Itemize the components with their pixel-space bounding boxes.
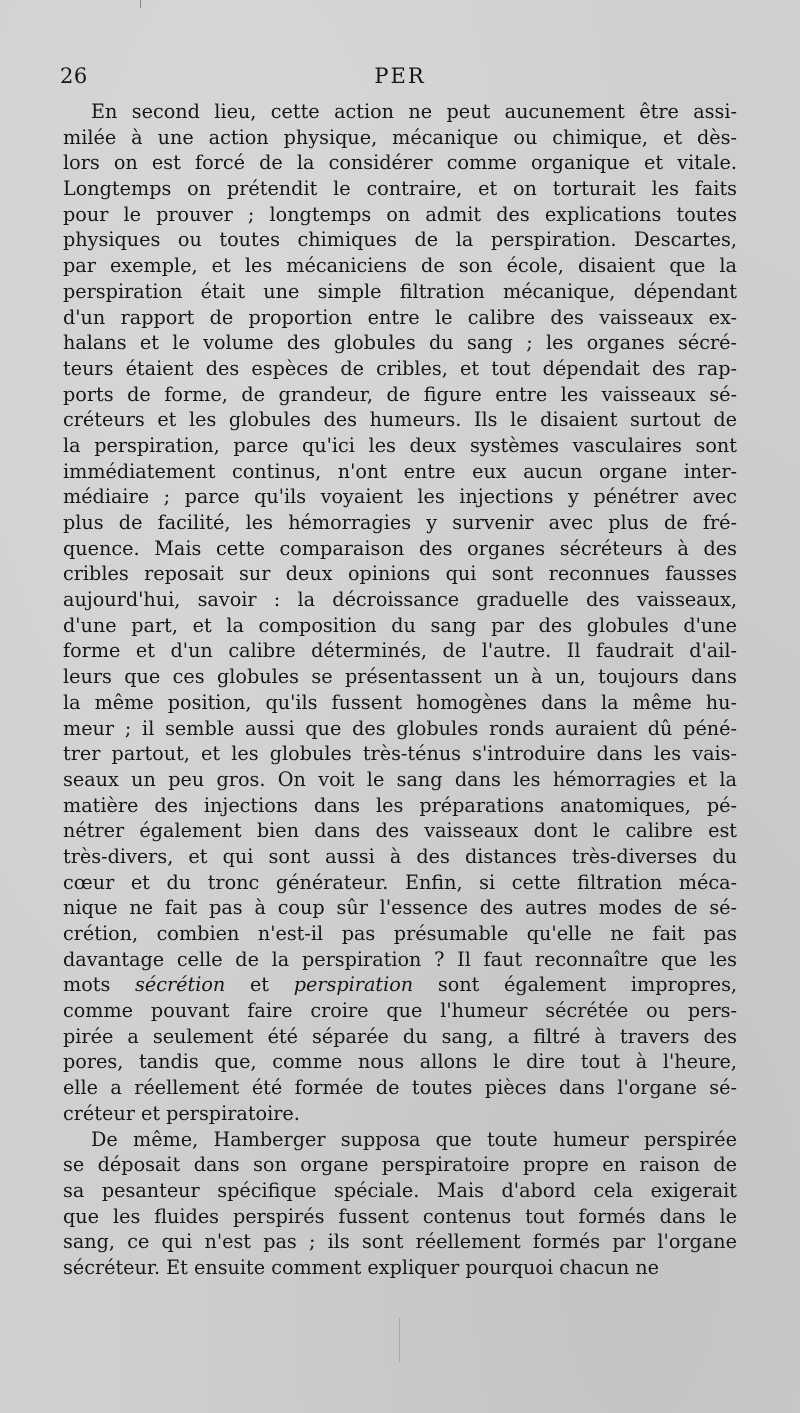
- page-header: [60, 64, 740, 94]
- text-line: ports de forme, de grandeur, de figure entre les vaisseaux sé-: [63, 382, 737, 406]
- text-line: sécréteur. Et ensuite comment expliquer pourquoi chacun ne: [63, 1255, 660, 1279]
- text-line: crétion, combien n'est-il pas présumable qu'elle ne fait pas: [63, 922, 737, 945]
- text-line: d'un rapport de proportion entre le calibre des vaisseaux ex-: [63, 305, 737, 329]
- text-line: Longtemps on prétendit le contraire, et on torturait les faits: [63, 177, 737, 201]
- text-line: aujourd'hui, savoir : la décroissance graduelle des vaisseaux,: [63, 588, 737, 612]
- page-number: 26: [60, 64, 88, 88]
- text-line: teurs étaient des espèces de cribles, et tout dépendait des rap-: [63, 356, 737, 380]
- text-line: plus de facilité, les hémorragies y survenir avec plus de fré-: [63, 511, 737, 534]
- text-line: milée à une action physique, mécanique ou chimique, et dès-: [63, 125, 737, 149]
- text-line: d'une part, et la composition du sang par des globules d'une: [63, 613, 737, 637]
- text-line: la perspiration, parce qu'ici les deux systèmes vasculaires sont: [63, 433, 737, 457]
- text-line: se déposait dans son organe perspiratoire propre en raison de: [63, 1153, 737, 1177]
- text-line: créteurs et les globules des humeurs. Ils le disaient surtout de: [63, 408, 737, 432]
- page-fold-mark: [399, 1318, 400, 1362]
- text-line: mots sécrétion et perspiration sont également impropres,: [63, 973, 737, 997]
- text-line: nique ne fait pas à coup sûr l'essence des autres modes de sé-: [63, 896, 737, 920]
- text-line: quence. Mais cette comparaison des organes sécréteurs à des: [63, 536, 737, 560]
- text-line: sa pesanteur spécifique spéciale. Mais d'abord cela exigerait: [63, 1178, 737, 1202]
- text-line: pour le prouver ; longtemps on admit des explications toutes: [63, 202, 737, 226]
- text-line: médiaire ; parce qu'ils voyaient les injections y pénétrer avec: [63, 485, 737, 509]
- text-line: trer partout, et les globules très-ténus s'introduire dans les vais-: [63, 742, 737, 766]
- text-line: leurs que ces globules se présentassent un à un, toujours dans: [63, 665, 737, 689]
- text-line: créteur et perspiratoire.: [63, 1101, 300, 1125]
- text-line: seaux un peu gros. On voit le sang dans les hémorragies et la: [63, 767, 737, 791]
- text-line: physiques ou toutes chimiques de la perspiration. Descartes,: [63, 228, 737, 252]
- text-line: immédiatement continus, n'ont entre eux aucun organe inter-: [63, 459, 737, 483]
- text-line: De même, Hamberger supposa que toute humeur perspirée: [91, 1127, 737, 1151]
- text-line: comme pouvant faire croire que l'humeur sécrétée ou pers-: [63, 999, 737, 1023]
- text-line: très-divers, et qui sont aussi à des distances très-diverses du: [63, 844, 737, 868]
- text-line: cœur et du tronc générateur. Enfin, si cette filtration méca-: [63, 870, 737, 894]
- text-line: la même position, qu'ils fussent homogènes dans la même hu-: [63, 690, 737, 714]
- page-edge-mark: [140, 0, 141, 8]
- text-line: halans et le volume des globules du sang ; les organes sécré-: [63, 331, 737, 355]
- text-line: pores, tandis que, comme nous allons le dire tout à l'heure,: [63, 1050, 737, 1074]
- text-line: nétrer également bien dans des vaisseaux dont le calibre est: [63, 819, 737, 843]
- text-line: perspiration était une simple filtration mécanique, dépendant: [63, 279, 737, 303]
- text-line: elle a réellement été formée de toutes pièces dans l'organe sé-: [63, 1076, 737, 1100]
- text-line: cribles reposait sur deux opinions qui sont reconnues fausses: [63, 562, 737, 586]
- text-line: davantage celle de la perspiration ? Il faut reconnaître que les: [63, 947, 737, 971]
- text-line: pirée a seulement été séparée du sang, a filtré à travers des: [63, 1024, 737, 1048]
- text-line: En second lieu, cette action ne peut aucunement être assi-: [91, 100, 737, 123]
- body-text: [63, 99, 737, 1281]
- text-line: meur ; il semble aussi que des globules ronds auraient dû péné-: [63, 716, 737, 740]
- text-line: sang, ce qui n'est pas ; ils sont réellement formés par l'organe: [63, 1230, 737, 1254]
- text-line: par exemple, et les mécaniciens de son école, disaient que la: [63, 254, 737, 278]
- text-line: forme et d'un calibre déterminés, de l'autre. Il faudrait d'ail-: [63, 639, 737, 663]
- text-line: lors on est forcé de la considérer comme organique et vitale.: [63, 151, 737, 175]
- text-line: que les fluides perspirés fussent contenus tout formés dans le: [63, 1204, 737, 1228]
- text-line: matière des injections dans les préparations anatomiques, pé-: [63, 793, 737, 817]
- running-head: PER: [374, 64, 426, 88]
